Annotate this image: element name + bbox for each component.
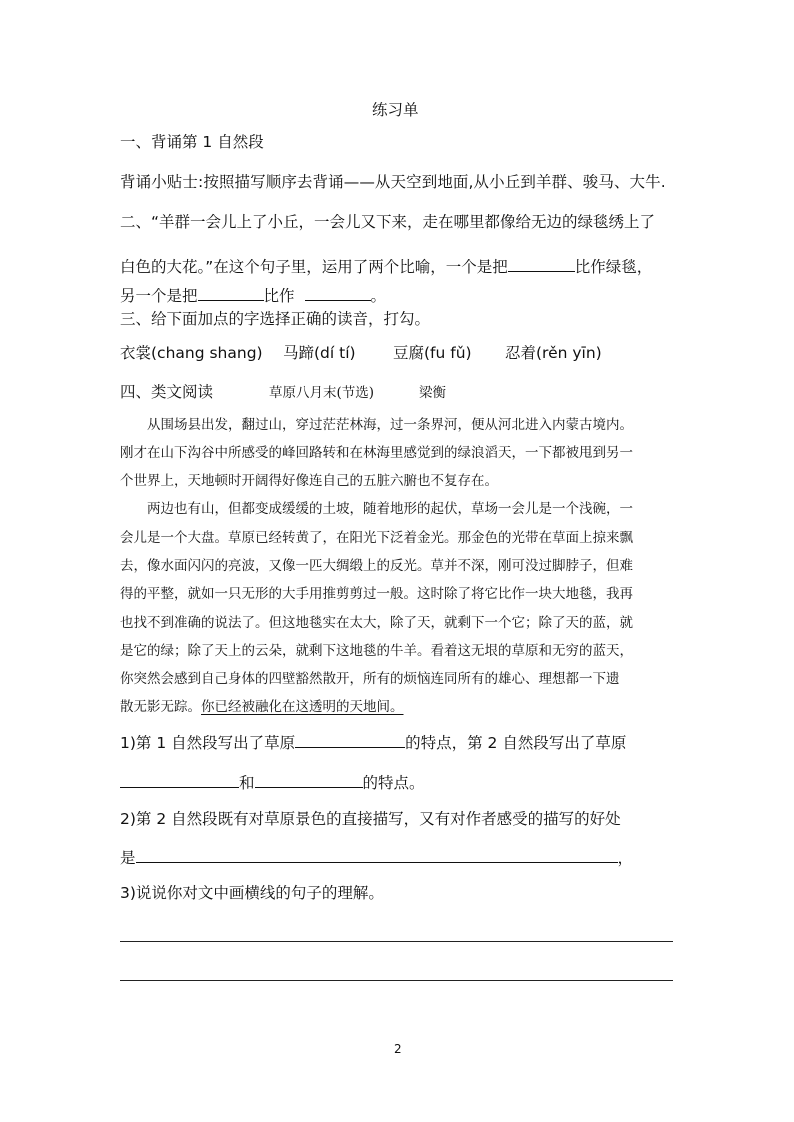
question1-and: 和	[239, 774, 255, 792]
answer-line[interactable]	[120, 980, 673, 981]
section2-line3-text: 另一个是把	[120, 287, 198, 305]
passage-line: 个世界上，天地顿时开阔得好像连自己的五脏六腑也不复存在。	[120, 473, 498, 489]
question1-line2	[120, 771, 425, 793]
question2-text: 是	[120, 849, 136, 867]
section2-line3-end: 。	[370, 287, 387, 305]
question1-text-end: 的特点。	[362, 774, 425, 792]
passage-line: 从围场县出发，翻过山，穿过茫茫林海，过一条界河，便从河北进入内蒙古境内。	[147, 417, 633, 433]
passage-author: 梁衡	[419, 385, 446, 401]
section2-line3-mid: 比作	[263, 287, 295, 305]
passage-line: 得的平整，就如一只无形的大手用推剪剪过一般。这时除了将它比作一块大地毯，我再	[120, 586, 633, 602]
question2-end: ，	[617, 849, 634, 867]
section2-line1: 二、“羊群一会儿上了小丘，一会儿又下来，走在哪里都像给无边的绿毯绣上了	[120, 213, 656, 231]
answer-blank[interactable]	[198, 284, 264, 301]
passage-line: 你突然会感到自己身体的四壁豁然散开，所有的烦恼连同所有的雄心、理想都一下遗	[120, 671, 620, 687]
answer-blank[interactable]	[305, 284, 371, 301]
answer-blank[interactable]	[120, 771, 239, 788]
question3: 3)说说你对文中画横线的句子的理解。	[120, 884, 384, 902]
pinyin-option[interactable]: 马蹄(dí tí)	[283, 344, 356, 362]
answer-blank[interactable]	[136, 846, 618, 863]
passage-title: 草原八月末(节选)	[269, 385, 375, 401]
section4-heading: 四、类文阅读	[120, 383, 214, 401]
answer-blank[interactable]	[295, 731, 405, 748]
section2-line3	[120, 284, 386, 306]
question2-line2	[120, 846, 633, 868]
answer-blank[interactable]	[508, 255, 575, 272]
passage-line: 刚才在山下沟谷中所感受的峰回路转和在林海里感觉到的绿浪滔天，一下都被甩到另一	[120, 445, 633, 461]
question2-line1: 2)第 2 自然段既有对草原景色的直接描写，又有对作者感受的描写的好处	[120, 810, 621, 828]
pinyin-option[interactable]: 豆腐(fu fǔ)	[393, 344, 472, 362]
section2-line2-text-end: 比作绿毯，	[574, 258, 653, 276]
section3-heading: 三、给下面加点的字选择正确的读音，打勾。	[120, 310, 431, 328]
pinyin-option[interactable]: 衣裳(chang shang)	[120, 344, 263, 362]
passage-line: 会儿是一个大盘。草原已经转黄了，在阳光下泛着金光。那金色的光带在草面上掠来飘	[120, 530, 633, 546]
page-title: 练习单	[372, 101, 419, 119]
section2-line2-text: 白色的大花。”在这个句子里，运用了两个比喻，一个是把	[120, 258, 508, 276]
passage-line-last	[120, 695, 404, 715]
passage-line: 也找不到准确的说法了。但这地毯实在太大，除了天，就剩下一个它；除了天的蓝，就	[120, 615, 633, 631]
question1-text-2: 的特点，第 2 自然段写出了草原	[405, 734, 627, 752]
answer-blank[interactable]	[255, 771, 363, 788]
recitation-tip: 背诵小贴士:按照描写顺序去背诵——从天空到地面,从小丘到羊群、骏马、大牛.	[120, 173, 666, 191]
answer-line[interactable]	[120, 941, 673, 942]
passage-line: 去，像水面闪闪的亮波，又像一匹大绸缎上的反光。草并不深，刚可没过脚脖子，但难	[120, 558, 633, 574]
section1-heading: 一、背诵第 1 自然段	[120, 133, 264, 151]
section2-line2	[120, 255, 652, 277]
question1-line1	[120, 731, 626, 753]
passage-line: 是它的绿；除了天上的云朵，就剩下这地毯的牛羊。看着这无垠的草原和无穷的蓝天，	[120, 643, 633, 659]
passage-line: 两边也有山，但都变成缓缓的土坡，随着地形的起伏，草场一会儿是一个浅碗，一	[147, 501, 633, 517]
question1-text: 1)第 1 自然段写出了草原	[120, 734, 296, 752]
passage-text: 散无影无踪。	[120, 699, 201, 715]
pinyin-option[interactable]: 忍着(rěn yīn)	[505, 344, 602, 362]
underlined-sentence: 你已经被融化在这透明的天地间。	[201, 699, 404, 715]
page-number: 2	[394, 1042, 402, 1056]
